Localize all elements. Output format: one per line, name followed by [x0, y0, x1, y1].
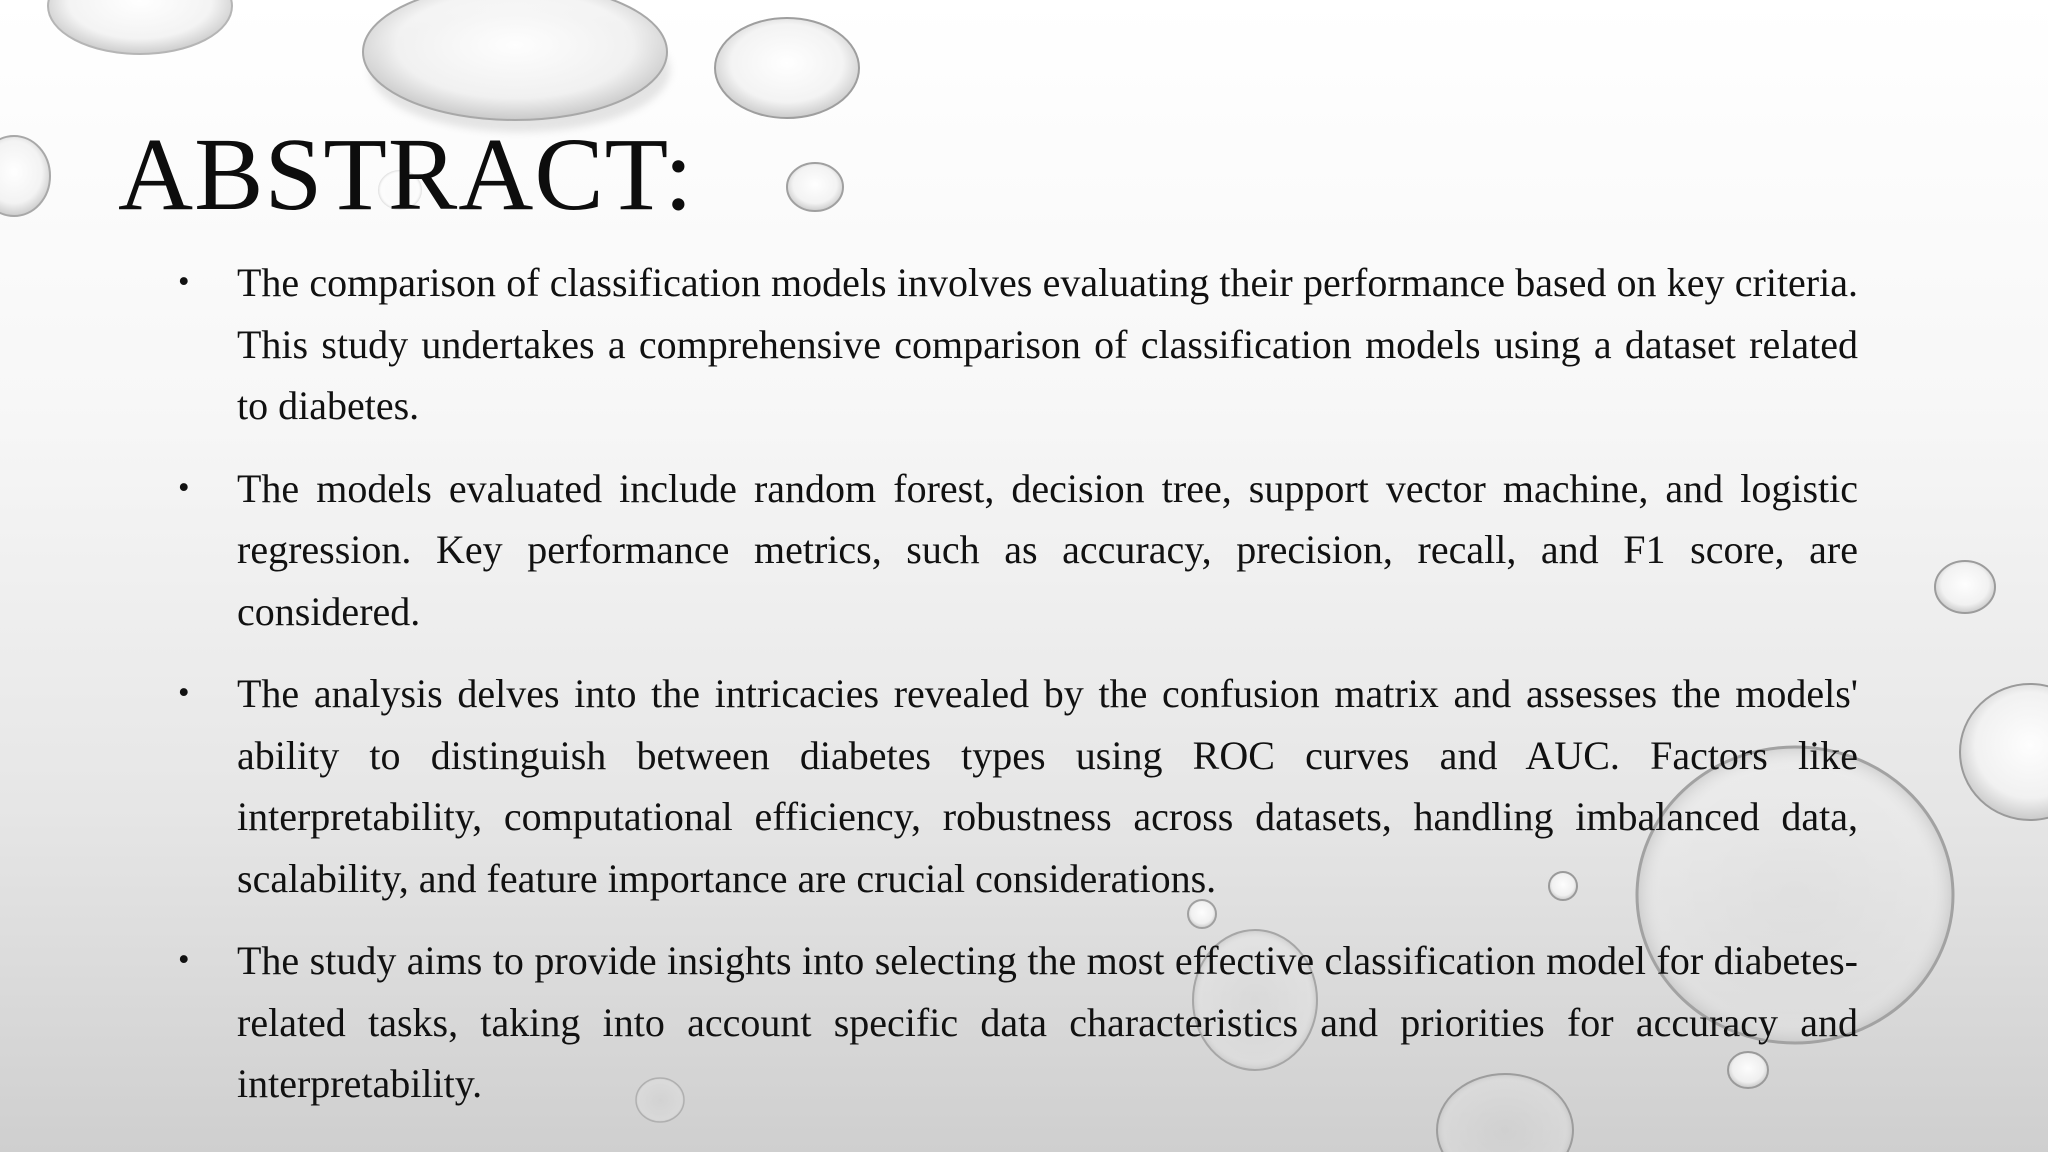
slide-title: ABSTRACT:	[118, 117, 694, 232]
bullet-item	[178, 930, 1858, 1115]
bullet-marker: •	[178, 675, 190, 711]
bullet-text: The comparison of classification models involves evaluating their performance based on key criteria. This study undertakes a comprehensive comparison of classification models using a dataset related to diabetes.	[237, 260, 1858, 428]
bullet-text: The analysis delves into the intricacies revealed by the confusion matrix and assesses the models' ability to distinguish between diabetes types using ROC curves and AUC. Factors like interpretability, computational efficiency, robustness across datasets, handling imbalanced data, scalability, and feature importance are crucial considerations.	[237, 671, 1858, 901]
water-drop	[0, 136, 50, 216]
bullet-item	[178, 252, 1858, 437]
bullet-marker: •	[178, 264, 190, 300]
bullet-marker: •	[178, 942, 190, 978]
water-drop	[48, 0, 232, 54]
bullet-marker: •	[178, 469, 190, 506]
abstract-bullet-list	[178, 252, 1858, 1136]
water-drop	[1935, 561, 1995, 613]
water-drop	[715, 18, 859, 118]
water-drop	[787, 163, 843, 211]
water-drop	[1960, 684, 2048, 820]
bullet-text: The models evaluated include random forest, decision tree, support vector machine, and logistic regression. Key performance metrics, such as accuracy, precision, recall, and F1 score, are considered.	[237, 465, 1858, 634]
bullet-item	[178, 663, 1858, 909]
bullet-text: The study aims to provide insights into selecting the most effective classification model for diabetes-related tasks, taking into account specific data characteristics and priorities for accuracy and interpretability.	[237, 938, 1858, 1106]
bullet-item	[178, 458, 1858, 643]
